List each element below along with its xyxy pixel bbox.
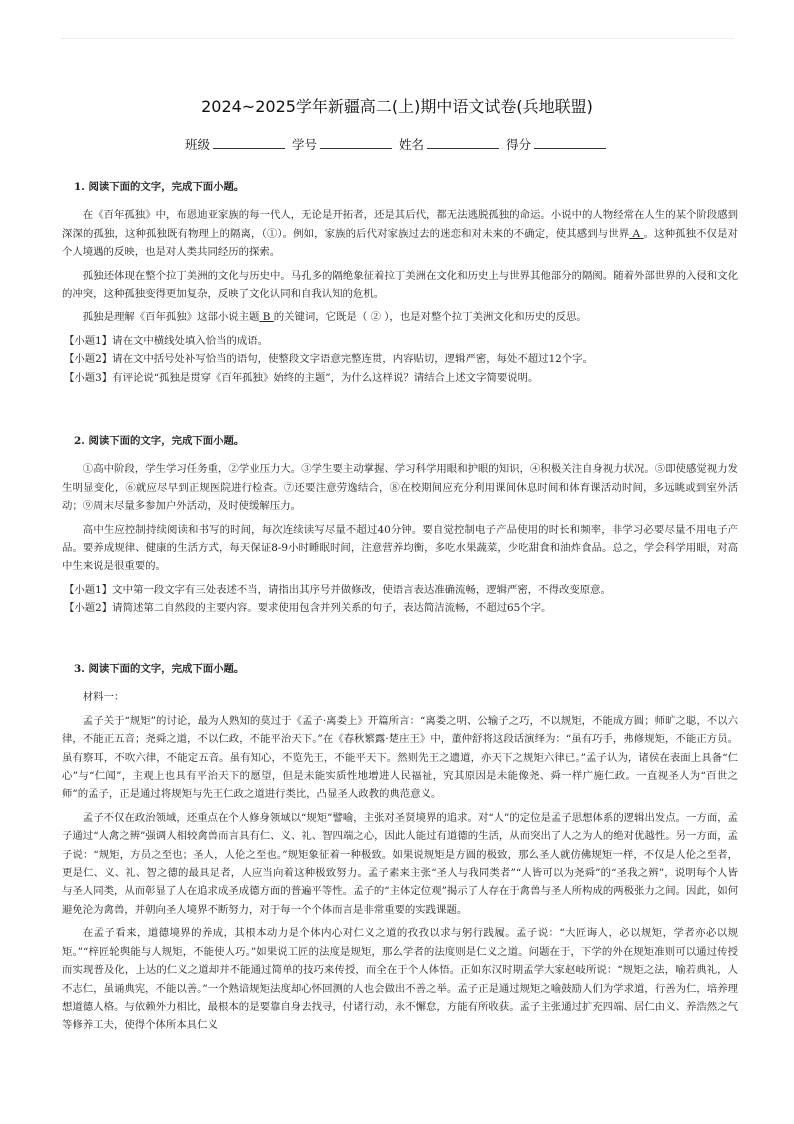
q1-subquestion-3: 【小题3】有评论说“孤独是贯穿《百年孤独》始终的主题”，为什么这样说？请结合上述文字简要说明。	[64, 371, 539, 384]
score-blank	[534, 138, 606, 149]
q3-paragraph-2: 孟子不仅在政治领域，还重点在个人修身领域以“规矩”譬喻，主张对圣贤境界的追求。对“人”的定位是孟子思想体系的逻辑出发点。一方面，孟子通过“人禽之辨”强调人相较禽兽而言具有仁、义、礼、智四端之心，因此人能过有道德的生活，从而突出了人之为人的绝对优越性。另一方面，孟子说：“规矩，方员之至也；圣人，人伦之至也。”规矩象征着一种极致。如果说规矩是方圆的极致，那么圣人就仿佛规矩一样，不仅是人伦之至者，更是仁、义、礼、智之德的最具足者，人应当向着这种极致努力。孟子素来主张“圣人与我同类者”“人皆可以为尧舜”的“圣我之辨”，说明每个人皆与圣人同类，从而彰显了人在追求成圣成德方面的普遍平等性。孟子的“主体定位观”揭示了人存在于禽兽与圣人所构成的两极张力之间。因此，如何避免沦为禽兽，并朝向圣人境界不断努力，对于每一个个体而言是非常重要的实践课题。	[62, 811, 738, 916]
class-label: 班级	[184, 137, 210, 152]
q1-p1-text-a: 在《百年孤独》中，布恩迪亚家族的每一代人，无论是开拓者，还是其后代，都无法逃脱孤独的命运。小说中的人物经常在人生的某个阶段感到深深的孤独，这种孤独既有物理上的隔离，（①）。例如，家族的后代对家族过去的迷恋和对未来的不确定，使其感到与世界	[62, 209, 738, 240]
question-1-heading: 1. 阅读下面的文字，完成下面小题。	[74, 181, 245, 193]
q1-blank-a: A	[632, 227, 641, 240]
q3-paragraph-1: 孟子关于“规矩”的讨论，最为人熟知的莫过于《孟子·离娄上》开篇所言：“离娄之明、公输子之巧，不以规矩，不能成方圆；师旷之聪，不以六律，不能正五音；尧舜之道，不以仁政，不能平治天下。”在《春秋繁露·楚庄王》中，董仲舒将这段话演绎为：“虽有巧手，弗修规矩，不能正方员。虽有察耳，不吹六律，不能定五音。虽有知心，不览先王，不能平天下。然则先王之遗道，亦天下之规矩六律已。”孟子认为，诸侯在表面上具备“仁心”与“仁闻”，主观上也具有平治天下的愿望，但是未能实质性地增进人民福祉，究其原因是未能像尧、舜一样广施仁政。一直视圣人为“百世之师”的孟子，正是通过将规矩与先王仁政之道进行类比，凸显圣人政教的典范意义。	[62, 714, 738, 801]
q2-subquestion-1: 【小题1】文中第一段文字有三处表述不当，请指出其序号并做修改，使语言表达准确流畅，逻辑严密，不得改变原意。	[64, 583, 611, 596]
question-2-heading: 2. 阅读下面的文字，完成下面小题。	[74, 435, 245, 447]
q1-p1-text-b: 。这种孤独不仅是对个人境遇的反映，也是对人类共同经历的探索。	[62, 227, 738, 259]
student-info-line	[0, 135, 794, 153]
q1-p3-text-b: 的关键词，它既是（ ② ），也是对整个拉丁美洲文化和历史的反思。	[273, 311, 587, 324]
q2-subquestion-2: 【小题2】请简述第二自然段的主要内容。要求使用包含并列关系的句子，表达简洁流畅，不超过65个字。	[64, 602, 552, 615]
question-3	[62, 660, 738, 1040]
q2-paragraph-2: 高中生应控制持续阅读和书写的时间，每次连续读写尽量不超过40分钟。要自觉控制电子产品使用的时长和频率，非学习必要尽量不用电子产品。要养成规律、健康的生活方式，每天保证8-9小时睡眠时间，注意营养均衡，多吃水果蔬菜，少吃甜食和油炸食品。总之，学会科学用眼，对高中生来说是很重要的。	[62, 523, 738, 573]
q1-subquestion-2: 【小题2】请在文中括号处补写恰当的语句，使整段文字语意完整连贯，内容贴切，逻辑严密，每处不超过12个字。	[64, 353, 593, 366]
q3-material-label: 材料一：	[82, 691, 125, 704]
score-label: 得分	[505, 137, 531, 152]
name-blank	[427, 138, 499, 149]
q1-p3-text-a: 孤独是理解《百年孤独》这部小说主题	[82, 311, 260, 324]
question-1	[62, 178, 738, 387]
q1-blank-b: B	[262, 311, 271, 324]
q2-paragraph-1: ①高中阶段，学生学习任务重，②学业压力大。③学生要主动掌握、学习科学用眼和护眼的知识，④积极关注自身视力状况。⑤即使感觉视力发生明显变化，⑥就应尽早到正规医院进行检查。⑦还要注意劳逸结合，⑧在校期间应充分利用课间休息时间和体育课活动时间，多远眺或到室外活动；⑨周末尽量多参加户外活动，及时使缓解压力。	[62, 463, 738, 513]
question-2	[62, 432, 738, 618]
top-rule	[60, 38, 734, 39]
q1-paragraph-2: 孤独还体现在整个拉丁美洲的文化与历史中。马孔多的隔绝象征着拉丁美洲在文化和历史上与世界其他部分的隔阂。随着外部世界的入侵和文化的冲突，这种孤独变得更加复杂，反映了文化认同和自我认知的危机。	[62, 269, 738, 301]
q1-paragraph-3	[62, 308, 738, 326]
name-label: 姓名	[398, 137, 424, 152]
question-3-heading: 3. 阅读下面的文字，完成下面小题。	[74, 663, 245, 675]
q3-paragraph-3: 在孟子看来，道德境界的养成，其根本动力是个体内心对仁义之道的孜孜以求与躬行践履。孟子说：“大匠诲人，必以规矩，学者亦必以规矩。”“梓匠轮舆能与人规矩，不能使人巧。”如果说工匠的法度是规矩，那么学者的法度则是仁义之道。问题在于，下学的外在规矩准则可以通过传授而实现普及化，上达的仁义之道却并不能通过简单的技巧来传授，而全在于个人体悟。正如东汉时期孟学大家赵岐所说：“规矩之法，喻若典礼，人不志仁，虽诵典宪，不能以善。”一个熟谙规矩法度却心怀回测的人也会做出不善之举。孟子正是通过规矩之喻鼓励人们为学求道，行善为仁，培养理想道德人格。与依赖外力相比，最根本的是要靠自身去找寻，付诸行动，永不懈怠，方能有所收获。孟子主张通过扩充四端、居仁由义、养浩然之气等修养工夫，使得个体所本具仁义	[62, 927, 738, 1032]
q1-subquestion-1: 【小题1】请在文中横线处填入恰当的成语。	[64, 334, 269, 347]
id-blank	[320, 138, 392, 149]
id-label: 学号	[291, 137, 317, 152]
exam-title: 2024~2025学年新疆高二(上)期中语文试卷(兵地联盟)	[201, 97, 593, 116]
class-blank	[213, 138, 285, 149]
q1-paragraph-1	[62, 206, 738, 261]
